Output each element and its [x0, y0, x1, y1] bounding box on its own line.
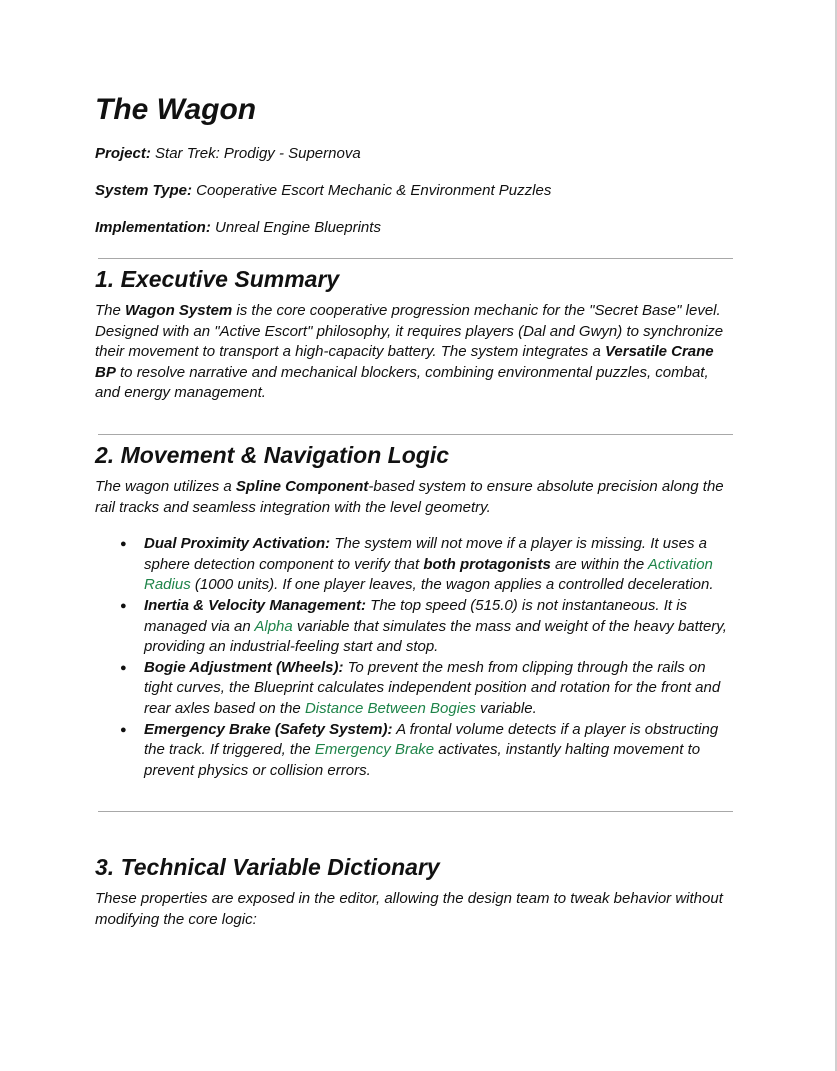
list-item [144, 596, 735, 658]
meta-label: Project: [95, 145, 151, 162]
document-body [95, 90, 735, 930]
bold-term: Versatile Crane BP [95, 343, 714, 381]
bold-term: Wagon System [125, 302, 233, 319]
bold-term: both protagonists [423, 555, 551, 573]
meta-value: Unreal Engine Blueprints [215, 219, 381, 236]
variable-reference: Emergency Brake [314, 741, 435, 759]
text-run: activates, instantly halting movement to prevent physics or collision errors. [144, 741, 701, 779]
meta-label: Implementation: [95, 219, 211, 236]
meta-system-type [95, 181, 735, 201]
text-run: The top speed (515.0) is not instantaneous. It is managed via an [144, 596, 688, 635]
bullet-label: Inertia & Velocity Management: [144, 596, 366, 614]
meta-label: System Type: [95, 182, 192, 199]
text-run: (1000 units). If one player leaves, the wagon applies a controlled deceleration. [190, 576, 714, 594]
divider [98, 434, 733, 435]
text-run: variable. [475, 699, 537, 717]
divider [98, 811, 733, 812]
variable-reference: Alpha [254, 617, 293, 635]
variable-reference: Activation Radius [144, 555, 713, 594]
meta-project [95, 144, 735, 164]
section-heading-executive-summary: 1. Executive Summary [95, 266, 340, 292]
section-heading-movement: 2. Movement & Navigation Logic [95, 441, 449, 468]
text-run: To prevent the mesh from clipping through the rails on tight curves, the Blueprint calculates independent position and rotation for the front and rear axles based on the [144, 658, 721, 717]
movement-intro-paragraph [95, 477, 735, 518]
bold-term: Spline Component [235, 477, 369, 495]
meta-implementation [95, 218, 735, 238]
text-run: The system will not move if a player is missing. It uses a sphere detection component to verify that [144, 535, 707, 573]
text-run: to resolve narrative and mechanical blockers, combining environmental puzzles, combat, and energy management. [95, 363, 709, 402]
movement-bullet-list [95, 534, 735, 781]
meta-value: Star Trek: Prodigy - Supernova [155, 145, 361, 162]
text-run: are within the [550, 555, 648, 573]
variable-dictionary-intro: These properties are exposed in the editor, allowing the design team to tweak behavior without modifying the core logic: [95, 890, 723, 928]
bullet-label: Emergency Brake (Safety System): [144, 720, 393, 738]
text-run: is the core cooperative progression mechanic for the "Secret Base" level. Designed with an "Active Escort" philosophy, it requires players (Dal and Gwyn) to synchronize their movement to transport a high-capacity battery. The system integrates a [95, 302, 724, 361]
text-run: The [95, 302, 126, 319]
meta-value: Cooperative Escort Mechanic & Environment Puzzles [196, 182, 552, 199]
text-run: -based system to ensure absolute precision along the rail tracks and seamless integration with the level geometry. [95, 477, 724, 516]
bullet-label: Bogie Adjustment (Wheels): [144, 658, 344, 676]
text-run: The wagon utilizes a [95, 477, 236, 495]
bullet-label: Dual Proximity Activation: [144, 535, 331, 553]
divider [98, 258, 733, 259]
page-title: The Wagon [95, 93, 257, 126]
list-item [144, 720, 735, 782]
text-run: A frontal volume detects if a player is obstructing the track. If triggered, the [144, 720, 719, 759]
executive-summary-paragraph [95, 301, 735, 404]
section-heading-variable-dictionary: 3. Technical Variable Dictionary [95, 854, 440, 881]
list-item [144, 658, 735, 720]
text-run: variable that simulates the mass and weight of the heavy battery, providing an industrial-feeling start and stop. [144, 617, 727, 656]
variable-reference: Distance Between Bogies [304, 699, 476, 717]
list-item [144, 534, 735, 596]
